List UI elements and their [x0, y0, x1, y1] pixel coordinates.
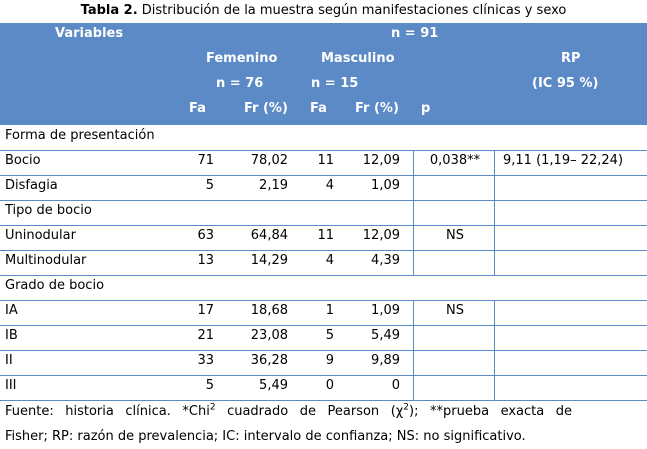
- row-mas-fr: 1,09: [371, 303, 400, 318]
- section-forma-presentacion: Forma de presentación: [5, 128, 155, 143]
- row-fem-fa: 71: [197, 153, 214, 168]
- row-mas-fr: 12,09: [362, 228, 400, 243]
- row-mas-fa: 4: [325, 253, 334, 268]
- row-divider: [0, 175, 647, 176]
- row-rp: 9,11 (1,19– 22,24): [503, 153, 624, 168]
- row-mas-fr: 9,89: [371, 353, 400, 368]
- header-rp: RP: [561, 51, 581, 66]
- row-fem-fr: 18,68: [250, 303, 288, 318]
- row-fem-fr: 36,28: [250, 353, 288, 368]
- row-fem-fr: 78,02: [250, 153, 288, 168]
- row-mas-fa: 5: [325, 328, 334, 343]
- header-masculino: Masculino: [321, 51, 395, 66]
- row-divider: [0, 300, 647, 301]
- row-fem-fr: 64,84: [250, 228, 288, 243]
- row-p: NS: [446, 303, 464, 318]
- row-divider: [0, 225, 647, 226]
- header-p: p: [421, 101, 431, 116]
- row-fem-fa: 13: [197, 253, 214, 268]
- footnote-text: ); **prueba exacta de: [409, 404, 573, 419]
- row-fem-fa: 21: [197, 328, 214, 343]
- section-grado-bocio: Grado de bocio: [5, 278, 105, 293]
- row-mas-fr: 4,39: [371, 253, 400, 268]
- header-mas-n: n = 15: [311, 76, 359, 91]
- row-mas-fr: 5,49: [371, 328, 400, 343]
- header-mas-fr: Fr (%): [355, 101, 399, 116]
- row-label: Uninodular: [5, 228, 76, 243]
- row-fem-fa: 17: [197, 303, 214, 318]
- header-fem-fa: Fa: [189, 101, 206, 116]
- row-label: IA: [5, 303, 18, 318]
- footnote-text: Fuente: historia clínica. *Chi: [5, 404, 210, 419]
- row-label: Bocio: [5, 153, 41, 168]
- row-divider: [0, 375, 647, 376]
- row-label: III: [5, 378, 17, 393]
- row-divider: [0, 350, 647, 351]
- column-divider: [494, 300, 495, 400]
- row-label: Multinodular: [5, 253, 87, 268]
- row-mas-fr: 1,09: [371, 178, 400, 193]
- row-mas-fa: 9: [325, 353, 334, 368]
- row-mas-fa: 11: [317, 153, 334, 168]
- row-mas-fa: 4: [325, 178, 334, 193]
- header-femenino: Femenino: [206, 51, 278, 66]
- caption-text: Distribución de la muestra según manifestaciones clínicas y sexo: [141, 3, 567, 18]
- table-footnote-line2: Fisher; RP: razón de prevalencia; IC: intervalo de confianza; NS: no significativo.: [5, 429, 526, 444]
- row-p: 0,038**: [429, 153, 481, 168]
- row-fem-fa: 5: [205, 378, 214, 393]
- header-fem-n: n = 76: [216, 76, 264, 91]
- footnote-superscript: 2: [403, 402, 410, 413]
- row-fem-fa: 5: [205, 178, 214, 193]
- column-divider: [413, 150, 414, 275]
- header-fem-fr: Fr (%): [244, 101, 288, 116]
- row-mas-fr: 12,09: [362, 153, 400, 168]
- row-divider: [0, 150, 647, 151]
- row-mas-fa: 11: [317, 228, 334, 243]
- header-rp-ci: (IC 95 %): [532, 76, 599, 91]
- row-label: II: [5, 353, 13, 368]
- row-divider: [0, 200, 647, 201]
- row-divider: [0, 275, 647, 276]
- section-tipo-bocio: Tipo de bocio: [5, 203, 92, 218]
- row-fem-fr: 5,49: [259, 378, 288, 393]
- header-variables: Variables: [55, 26, 124, 41]
- header-total-n: n = 91: [391, 26, 439, 41]
- row-fem-fr: 14,29: [250, 253, 288, 268]
- row-fem-fa: 63: [197, 228, 214, 243]
- table-caption: [0, 2, 647, 20]
- column-divider: [494, 150, 495, 275]
- row-label: IB: [5, 328, 18, 343]
- column-divider: [413, 300, 414, 400]
- table-footnote-line1: [5, 403, 572, 421]
- row-divider: [0, 325, 647, 326]
- row-mas-fr: 0: [391, 378, 400, 393]
- header-mas-fa: Fa: [310, 101, 327, 116]
- row-fem-fr: 2,19: [259, 178, 288, 193]
- row-fem-fr: 23,08: [250, 328, 288, 343]
- row-divider: [0, 250, 647, 251]
- table-bottom-rule: [0, 400, 647, 401]
- row-fem-fa: 33: [197, 353, 214, 368]
- row-p: NS: [446, 228, 464, 243]
- footnote-text: cuadrado de Pearson (χ: [215, 404, 404, 419]
- row-label: Disfagia: [5, 178, 58, 193]
- footnote-superscript: 2: [209, 402, 216, 413]
- row-mas-fa: 0: [325, 378, 334, 393]
- caption-label: Tabla 2.: [80, 3, 138, 18]
- row-mas-fa: 1: [325, 303, 334, 318]
